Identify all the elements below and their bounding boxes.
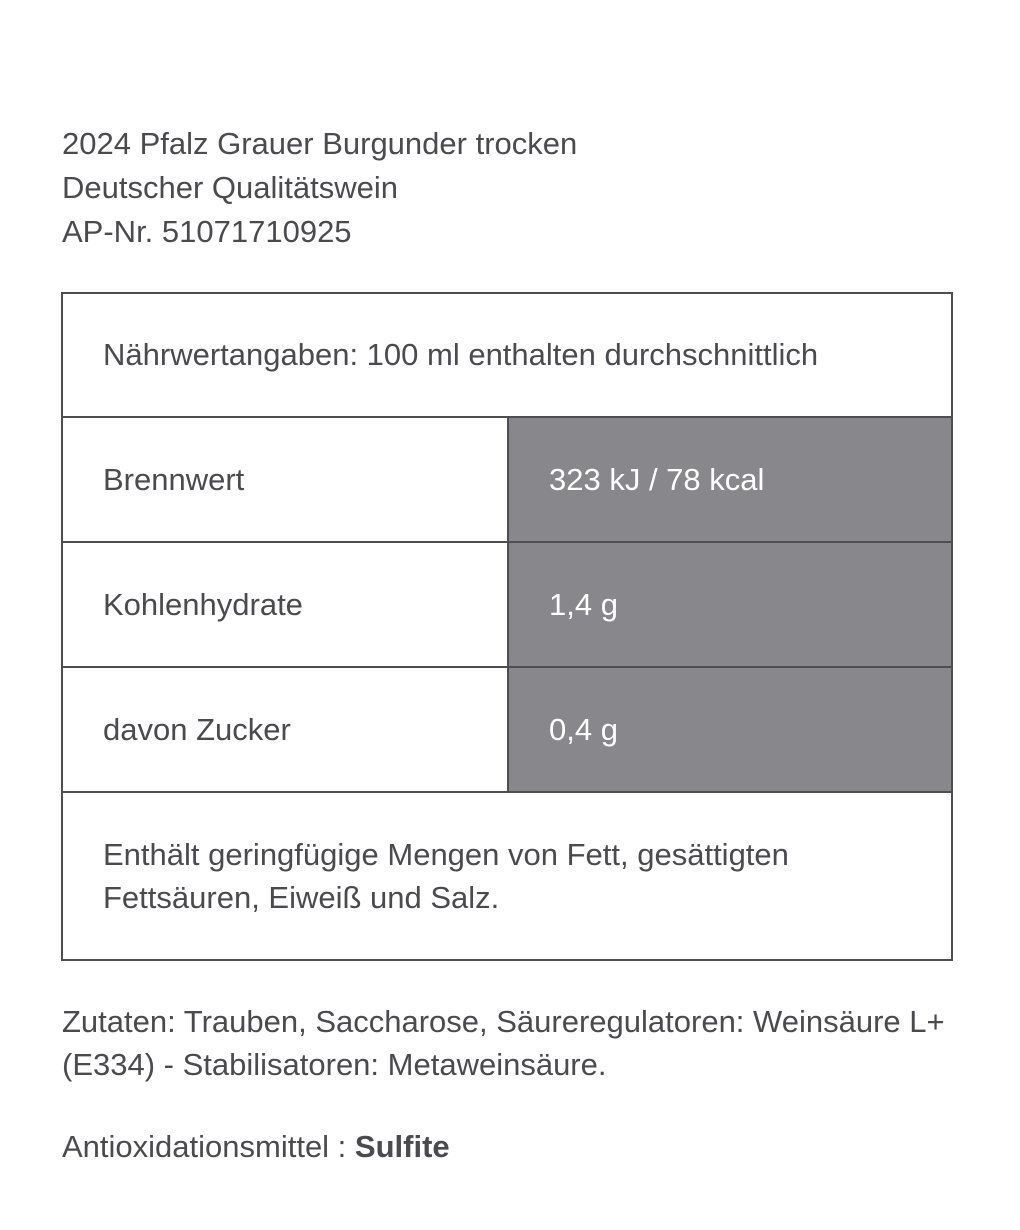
- nutrition-title-row: [63, 294, 951, 418]
- nutrition-label: Kohlenhydrate: [63, 543, 509, 666]
- nutrition-note-row: [63, 793, 951, 959]
- nutrition-row-energy: [63, 418, 951, 543]
- ingredients-text: Zutaten: Trauben, Saccharose, Säureregulatoren: Weinsäure L+ (E334) - Stabilisatoren: Metaweinsäure.: [62, 1004, 945, 1082]
- nutrition-title: Nährwertangaben: 100 ml enthalten durchschnittlich: [103, 337, 819, 372]
- antioxidants-value: Sulfite: [354, 1129, 450, 1164]
- wine-quality: Deutscher Qualitätswein: [62, 170, 398, 205]
- nutrition-label: davon Zucker: [63, 668, 509, 791]
- nutrition-table: [61, 292, 953, 961]
- wine-name: 2024 Pfalz Grauer Burgunder trocken: [62, 126, 578, 161]
- antioxidants-line: [62, 1125, 450, 1168]
- antioxidants-label: Antioxidationsmittel :: [62, 1129, 355, 1164]
- nutrition-value: 0,4 g: [509, 668, 951, 791]
- nutrition-row-carbohydrates: [63, 543, 951, 668]
- nutrition-label: Brennwert: [63, 418, 509, 541]
- nutrition-value: 1,4 g: [509, 543, 951, 666]
- ap-number: AP-Nr. 51071710925: [62, 214, 352, 249]
- nutrition-value: 323 kJ / 78 kcal: [509, 418, 951, 541]
- wine-header: [62, 122, 577, 254]
- nutrition-note: Enthält geringfügige Mengen von Fett, gesättigten Fettsäuren, Eiweiß und Salz.: [103, 837, 789, 915]
- nutrition-row-sugar: [63, 668, 951, 793]
